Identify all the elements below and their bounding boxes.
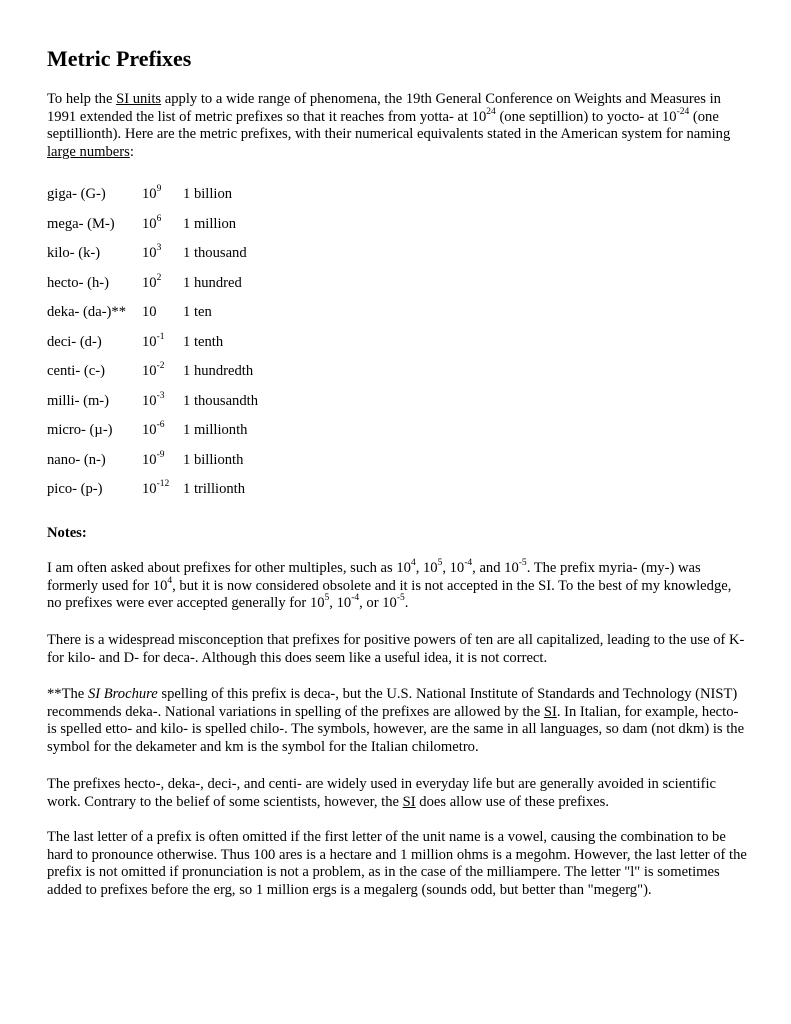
superscript: -4 [464, 558, 473, 569]
prefix-name: micro- (µ-) [47, 422, 113, 438]
intro-paragraph [47, 91, 747, 161]
prefix-power [142, 213, 162, 234]
power-exponent: 6 [156, 213, 162, 224]
intro-text: (one septillionth). Here are the metric prefixes, with their numerical equivalents stated in the American system for naming [47, 108, 731, 143]
power-base: 10 [142, 422, 157, 438]
prefix-value: 1 billion [183, 186, 233, 202]
note-text: , and 10 [472, 560, 519, 576]
superscript: -5 [396, 593, 405, 604]
power-exponent: 3 [156, 243, 162, 254]
prefix-power [142, 304, 157, 322]
power-exponent: -2 [156, 361, 165, 372]
prefix-name: deka- (da-)** [47, 304, 127, 320]
prefix-power [142, 449, 165, 470]
note-text: . In Italian, for example, hecto- is spelled etto- and kilo- is spelled chilo-. The symbols, however, are the same in all languages, so dam (not dkm) is the symbol for the dekameter and km is the symbol for the Italian chilometro. [47, 703, 745, 755]
intro-text: To help the [47, 91, 117, 107]
prefix-value: 1 hundred [183, 274, 242, 291]
prefix-name: mega- (M-) [47, 215, 115, 232]
note-paragraph-1 [47, 560, 747, 613]
note-text: , or 10 [359, 595, 397, 612]
note-paragraph-4 [47, 776, 747, 811]
note-text: **The [47, 686, 88, 702]
power-base: 10 [142, 363, 157, 379]
prefix-value: 1 millionth [183, 422, 248, 438]
note-text: spelling of this prefix is deca-, but the U.S. National Institute of Standards and Technology (NIST) recommends deka-. National variations in spelling of the prefixes are allowed by the [47, 686, 738, 720]
superscript: -4 [351, 593, 360, 604]
si-units-link[interactable]: SI units [116, 91, 162, 107]
prefix-power [142, 481, 169, 499]
note-text: The prefixes hecto-, deka-, deci-, and centi- are widely used in everyday life but are generally avoided in scientific work. Contrary to the belief of some scientists, however, the [47, 776, 716, 810]
prefix-power [142, 363, 165, 381]
prefix-name: hecto- (h-) [47, 274, 109, 291]
prefix-power [142, 245, 161, 263]
power-exponent: -12 [156, 479, 170, 490]
intro-text: : [129, 143, 134, 160]
superscript: 4 [410, 558, 416, 569]
superscript: 24 [486, 106, 496, 117]
power-exponent: -1 [156, 331, 165, 342]
prefix-power [142, 272, 162, 293]
si-link[interactable]: SI [543, 703, 557, 720]
page-title: Metric Prefixes [47, 46, 192, 71]
superscript: -24 [676, 106, 690, 117]
intro-text: apply to a wide range of phenomena, the 19th General Conference on Weights and Measures in 1991 extended the list of metric prefixes so that it reaches from yotta- at 10 [47, 91, 721, 125]
prefix-name: centi- (c-) [47, 363, 105, 379]
prefix-power [142, 422, 165, 440]
superscript: 5 [324, 593, 330, 604]
prefix-value: 1 million [183, 215, 237, 232]
prefix-value: 1 billionth [183, 451, 244, 468]
prefix-name: nano- (n-) [47, 451, 106, 468]
power-exponent: -3 [156, 390, 165, 401]
note-text: I am often asked about prefixes for other multiples, such as 10 [47, 560, 411, 576]
prefix-value: 1 ten [183, 304, 212, 320]
large-numbers-link[interactable]: large numbers [47, 143, 130, 160]
power-exponent: 2 [156, 272, 162, 283]
note-text: does allow use of these prefixes. [415, 793, 609, 810]
note-paragraph-2: There is a widespread misconception that prefixes for positive powers of ten are all capitalized, leading to the use of K- for kilo- and D- for deca-. Although this does seem like a useful idea, it is not correct. [47, 632, 745, 666]
power-base: 10 [142, 274, 157, 291]
power-base: 10 [142, 186, 157, 202]
note-text: . The prefix myria- (my-) was formerly used for 10 [47, 560, 701, 594]
prefix-name: milli- (m-) [47, 392, 110, 409]
power-base: 10 [142, 215, 157, 232]
note-paragraph-3 [47, 686, 747, 756]
power-exponent: -6 [156, 420, 165, 431]
power-base: 10 [142, 451, 157, 468]
power-exponent: -9 [156, 449, 165, 460]
prefix-power [142, 390, 165, 411]
superscript: 4 [167, 575, 173, 586]
prefix-name: pico- (p-) [47, 481, 103, 497]
prefix-value: 1 thousandth [183, 392, 258, 409]
prefix-name: giga- (G-) [47, 186, 106, 202]
prefix-name: kilo- (k-) [47, 245, 101, 261]
prefix-value: 1 trillionth [183, 481, 246, 497]
prefix-power [142, 186, 161, 204]
prefix-name: deci- (d-) [47, 333, 102, 350]
note-text: , 10 [329, 595, 352, 612]
power-base: 10 [142, 245, 157, 261]
note-text: . [404, 595, 409, 612]
superscript: 5 [437, 558, 443, 569]
notes-heading: Notes: [47, 525, 87, 541]
prefix-power [142, 331, 165, 352]
prefix-value: 1 thousand [183, 245, 247, 261]
note-paragraph-5: The last letter of a prefix is often omitted if the first letter of the unit name is a vowel, causing the combination to be hard to pronounce otherwise. Thus 100 ares is a hectare and 1 million ohms is a megohm. However, the last letter of the prefix is not omitted if pronunciation is not a problem, as in the case of the milliampere. The letter "l" is sometimes added to prefixes before the erg, so 1 million ergs is a megalerg (sounds odd, but better than "megerg"). [47, 829, 747, 898]
intro-text: (one septillion) to yocto- at 10 [495, 108, 677, 125]
power-base: 10 [142, 333, 157, 350]
prefix-value: 1 hundredth [183, 363, 254, 379]
power-base: 10 [142, 304, 157, 320]
si-link[interactable]: SI [402, 793, 416, 810]
si-brochure-title: SI Brochure [87, 686, 158, 702]
power-base: 10 [142, 392, 157, 409]
power-exponent: 9 [156, 184, 162, 195]
note-text: , 10 [442, 560, 465, 576]
prefix-value: 1 tenth [183, 333, 224, 350]
note-text: , but it is now considered obsolete and it is not accepted in the SI. To the best of my knowledge, no prefixes were ever accepted generally for 10 [47, 577, 732, 612]
power-base: 10 [142, 481, 157, 497]
superscript: -5 [518, 558, 527, 569]
note-text: , 10 [415, 560, 438, 576]
